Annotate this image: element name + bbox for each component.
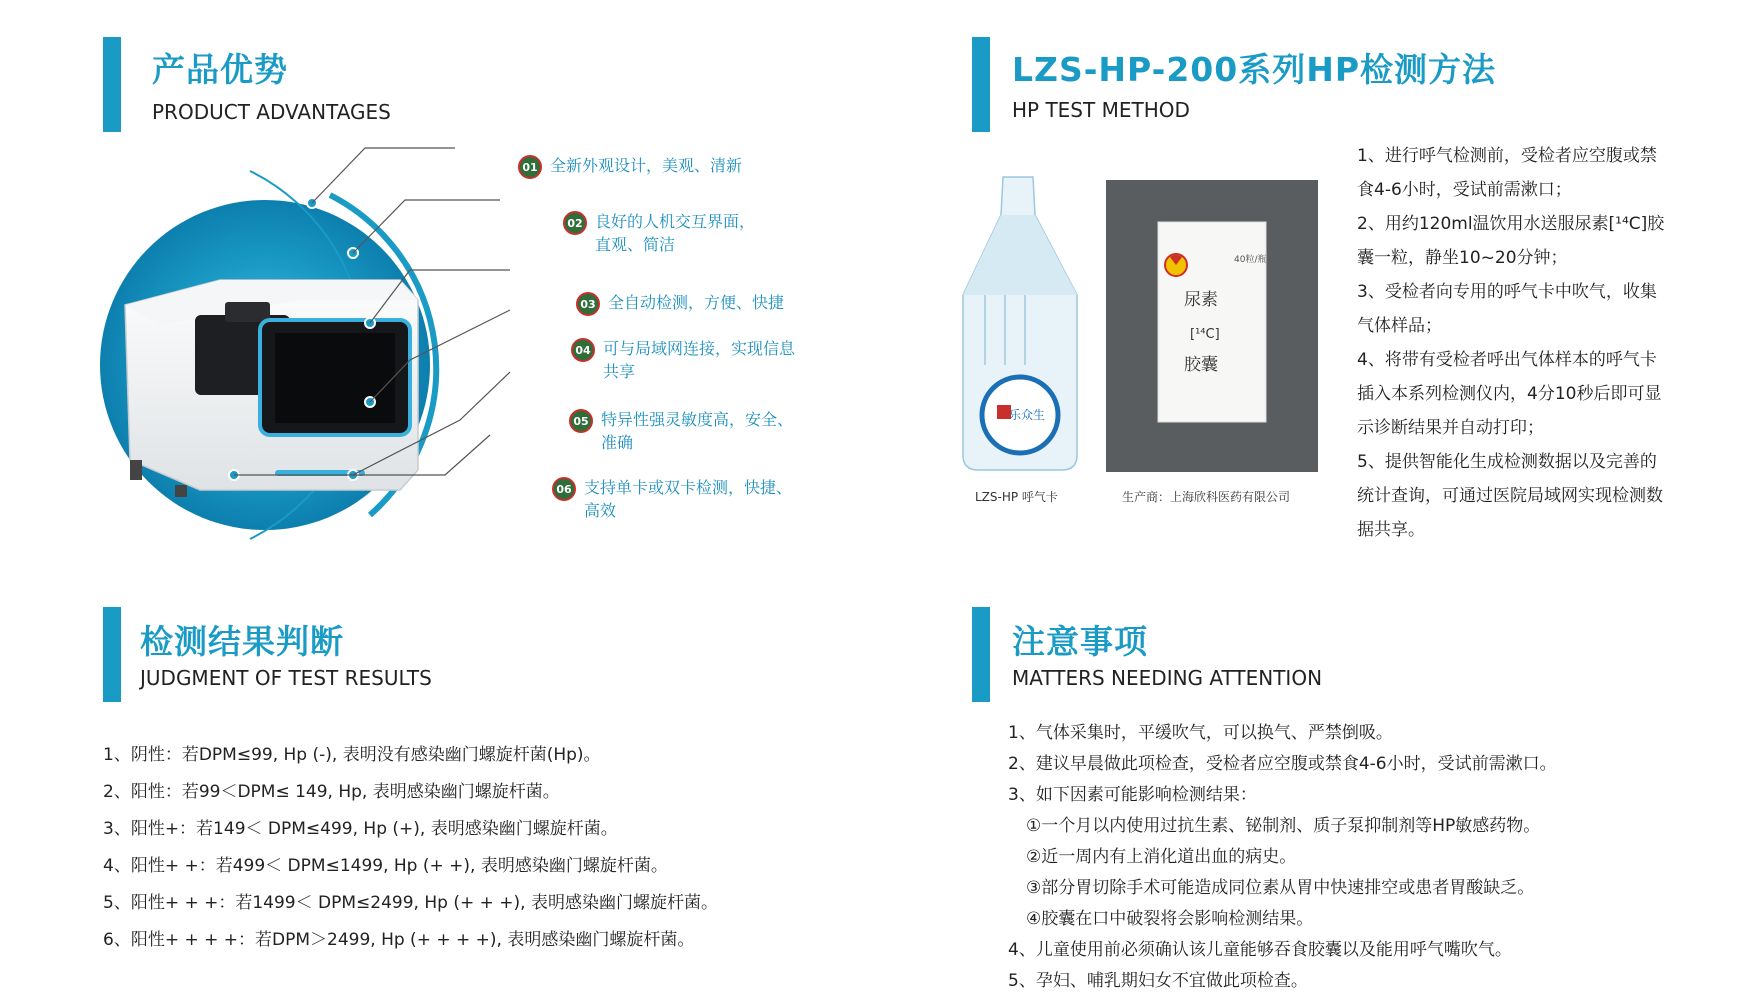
attention-title-en: MATTERS NEEDING ATTENTION [1012,666,1323,690]
attention-item: 5、孕妇、哺乳期妇女不宜做此项检查。 [1008,971,1308,991]
feature-item [569,408,793,454]
method-title-cn: LZS-HP-200系列HP检测方法 [1012,50,1497,89]
attention-title-cn: 注意事项 [1012,622,1148,661]
capsule-box-image [1106,180,1318,472]
advantages-title-en: PRODUCT ADVANTAGES [152,100,391,124]
attention-subitem: ④胶囊在口中破裂将会影响检测结果。 [1026,909,1314,929]
feature-item [563,210,755,256]
result-item: 2、阳性：若99＜DPM≤ 149, Hp, 表明感染幽门螺旋杆菌。 [103,782,560,802]
box-count: 40粒/瓶 [1234,255,1267,265]
feature-item [552,476,792,522]
result-item: 1、阴性：若DPM≤99, Hp (-), 表明没有感染幽门螺旋杆菌(Hp)。 [103,745,601,765]
box-label-line2: [¹⁴C] [1190,327,1220,342]
attention-item: 3、如下因素可能影响检测结果： [1008,785,1257,805]
card-brand: 乐众生 [1008,408,1046,422]
printer-slot [225,302,270,322]
advantages-title-cn: 产品优势 [152,50,288,89]
section-accent-bar [972,607,990,702]
attention-subitem: ③部分胃切除手术可能造成同位素从胃中快速排空或患者胃酸缺乏。 [1026,878,1535,898]
breath-card-image [955,175,1085,475]
feature-number-badge: 06 [552,477,576,501]
method-step: 2、用约120ml温饮用水送服尿素[¹⁴C]胶囊一粒，静坐10~20分钟； [1357,214,1665,268]
feature-item [571,337,795,383]
method-step: 4、将带有受检者呼出气体样本的呼气卡插入本系列检测仪内，4分10秒后即可显示诊断结果并自动打印； [1357,350,1662,438]
feature-text: 良好的人机交互界面， 直观、简洁 [595,212,756,254]
method-title-en: HP TEST METHOD [1012,98,1190,122]
attention-subitem: ②近一周内有上消化道出血的病史。 [1026,847,1297,867]
result-item: 4、阳性+ +：若499＜ DPM≤1499, Hp (+ +), 表明感染幽门螺旋杆菌。 [103,856,668,876]
attention-subitem: ①一个月以内使用过抗生素、铋制剂、质子泵抑制剂等HP敏感药物。 [1026,816,1541,836]
box-label-line1: 尿素 [1184,290,1218,310]
feature-text: 支持单卡或双卡检测，快捷、 高效 [584,478,793,520]
result-item: 6、阳性+ + + +：若DPM＞2499, Hp (+ + + +), 表明感染幽门螺旋杆菌。 [103,930,695,950]
method-step: 5、提供智能化生成检测数据以及完善的统计查询，可通过医院局域网实现检测数据共享。 [1357,452,1663,540]
feature-item [576,291,784,316]
feature-number-badge: 05 [569,409,593,433]
feature-text: 全新外观设计，美观、清新 [550,156,743,175]
feature-text: 全自动检测，方便、快捷 [608,293,785,312]
maker-caption: 生产商：上海欣科医药有限公司 [1122,490,1291,504]
method-step: 1、进行呼气检测前，受检者应空腹或禁食4-6小时，受试前需漱口； [1357,146,1657,200]
section-accent-bar [972,37,990,132]
method-steps [1357,139,1667,547]
feature-number-badge: 03 [576,292,600,316]
attention-item: 2、建议早晨做此项检查，受检者应空腹或禁食4-6小时，受试前需漱口。 [1008,754,1557,774]
feature-number-badge: 02 [563,211,587,235]
method-step: 3、受检者向专用的呼气卡中吹气，收集气体样品； [1357,282,1657,336]
results-title-en: JUDGMENT OF TEST RESULTS [140,666,432,690]
card-caption: LZS-HP 呼气卡 [975,490,1058,504]
result-item: 3、阳性+：若149＜ DPM≤499, Hp (+), 表明感染幽门螺旋杆菌。 [103,819,618,839]
feature-number-badge: 01 [518,155,542,179]
result-item: 5、阳性+ + +：若1499＜ DPM≤2499, Hp (+ + +), 表明感染幽门螺旋杆菌。 [103,893,718,913]
section-accent-bar [103,607,121,702]
feature-number-badge: 04 [571,338,595,362]
feature-text: 特异性强灵敏度高，安全、 准确 [601,410,794,452]
feature-item [518,154,742,179]
box-label-line3: 胶囊 [1184,355,1218,375]
attention-item: 1、气体采集时，平缓吹气，可以换气、严禁倒吸。 [1008,723,1393,743]
feature-text: 可与局域网连接，实现信息 共享 [603,339,796,381]
attention-item: 4、儿童使用前必须确认该儿童能够吞食胶囊以及能用呼气嘴吹气。 [1008,940,1512,960]
section-accent-bar [103,37,121,132]
results-title-cn: 检测结果判断 [140,622,344,661]
